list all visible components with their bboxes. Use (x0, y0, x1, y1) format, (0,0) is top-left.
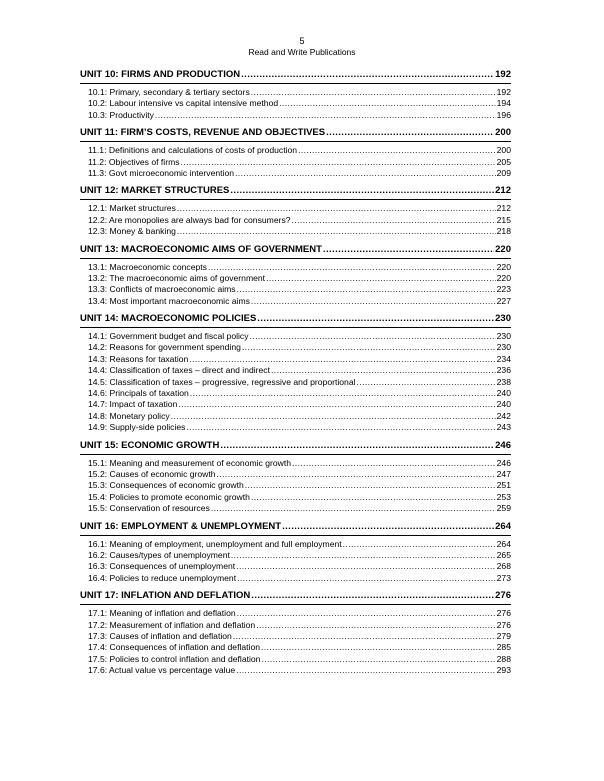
dot-leader (231, 550, 496, 561)
table-of-contents (80, 66, 511, 679)
toc-entry[interactable] (80, 620, 511, 631)
dot-leader (357, 377, 496, 388)
unit-page-number: 220 (495, 243, 511, 255)
entry-title: 15.5: Conservation of resources (88, 503, 210, 514)
entry-page-number: 253 (496, 491, 511, 502)
entry-page-number: 205 (496, 156, 511, 167)
unit-page-number: 264 (495, 520, 511, 532)
entry-page-number: 220 (496, 261, 511, 272)
toc-entry[interactable] (80, 608, 511, 619)
entry-page-number: 194 (496, 98, 511, 109)
entry-title: 17.2: Measurement of inflation and deflation (88, 619, 256, 630)
toc-entry[interactable] (80, 573, 511, 584)
entry-title: 14.2: Reasons for government spending (88, 342, 241, 353)
toc-entry[interactable] (80, 654, 511, 665)
toc-entry[interactable] (80, 411, 511, 422)
entry-title: 14.3: Reasons for taxation (88, 353, 189, 364)
entry-title: 11.1: Definitions and calculations of costs of production (88, 145, 298, 156)
entry-page-number: 293 (496, 665, 511, 676)
unit-title: UNIT 17: INFLATION AND DEFLATION (80, 590, 251, 602)
unit-title: UNIT 13: MACROECONOMIC AIMS OF GOVERNMENT (80, 243, 322, 255)
unit-divider (80, 454, 511, 455)
toc-entry[interactable] (80, 665, 511, 676)
entry-title: 14.9: Supply-side policies (88, 422, 186, 433)
dot-leader (271, 365, 496, 376)
toc-entry[interactable] (80, 642, 511, 653)
entry-page-number: 218 (496, 226, 511, 237)
dot-leader (177, 226, 496, 237)
dot-leader (230, 182, 494, 199)
entry-title: 13.1: Macroeconomic concepts (88, 261, 207, 272)
unit-divider (80, 535, 511, 536)
unit-page-number: 246 (495, 439, 511, 451)
toc-entry[interactable] (80, 215, 511, 226)
dot-leader (251, 492, 496, 503)
toc-entry[interactable] (80, 377, 511, 388)
toc-entry[interactable] (80, 110, 511, 121)
entry-page-number: 279 (496, 630, 511, 641)
unit-divider (80, 83, 511, 84)
unit-divider (80, 141, 511, 142)
entry-page-number: 212 (496, 203, 511, 214)
entry-title: 14.7: Impact of taxation (88, 399, 178, 410)
entry-page-number: 240 (496, 388, 511, 399)
toc-unit-heading[interactable] (80, 124, 511, 141)
toc-entry[interactable] (80, 226, 511, 237)
unit-page-number: 192 (495, 69, 511, 80)
entry-title: 10.2: Labour intensive vs capital intensive method (88, 98, 279, 109)
entry-title: 12.3: Money & banking (88, 226, 176, 237)
toc-entry[interactable] (80, 273, 511, 284)
dot-leader (236, 665, 496, 676)
entry-page-number: 223 (496, 284, 511, 295)
entry-page-number: 285 (496, 642, 511, 653)
entry-page-number: 234 (496, 353, 511, 364)
toc-entry[interactable] (80, 262, 511, 273)
dot-leader (261, 642, 496, 653)
entry-page-number: 273 (496, 572, 511, 583)
dot-leader (251, 587, 494, 604)
dot-leader (186, 422, 495, 433)
dot-leader (177, 203, 496, 214)
unit-title: UNIT 10: FIRMS AND PRODUCTION (80, 69, 241, 80)
dot-leader (241, 66, 494, 83)
toc-entry[interactable] (80, 539, 511, 550)
toc-entry[interactable] (80, 157, 511, 168)
unit-title: UNIT 16: EMPLOYMENT & UNEMPLOYMENT (80, 520, 282, 532)
entry-page-number: 220 (496, 272, 511, 283)
toc-unit-heading[interactable] (80, 241, 511, 258)
unit-page-number: 230 (495, 313, 511, 325)
toc-entry[interactable] (80, 354, 511, 365)
dot-leader (220, 437, 494, 454)
toc-unit (80, 437, 511, 515)
entry-title: 15.1: Meaning and measurement of economic growth (88, 457, 292, 468)
toc-unit-heading[interactable] (80, 587, 511, 604)
toc-entry[interactable] (80, 145, 511, 156)
entry-title: 12.1: Market structures (88, 203, 176, 214)
dot-leader (208, 262, 496, 273)
unit-page-number: 276 (495, 590, 511, 602)
unit-divider (80, 327, 511, 328)
dot-leader (245, 480, 496, 491)
entry-title: 16.4: Policies to reduce unemployment (88, 572, 237, 583)
entry-page-number: 276 (496, 608, 511, 619)
entry-title: 17.6: Actual value vs percentage value (88, 665, 236, 676)
entry-title: 12.2: Are monopolies are always bad for consumers? (88, 214, 291, 225)
entry-title: 13.2: The macroeconomic aims of government (88, 272, 266, 283)
unit-title: UNIT 11: FIRM’S COSTS, REVENUE AND OBJECTIVES (80, 127, 326, 139)
toc-entry[interactable] (80, 480, 511, 491)
entry-page-number: 268 (496, 561, 511, 572)
toc-entry[interactable] (80, 469, 511, 480)
publisher-name: Read and Write Publications (248, 47, 356, 57)
dot-leader (217, 469, 496, 480)
entry-page-number: 192 (496, 87, 511, 97)
entry-page-number: 259 (496, 503, 511, 514)
dot-leader (279, 98, 496, 109)
dot-leader (251, 296, 496, 307)
entry-title: 13.4: Most important macroeconomic aims (88, 295, 250, 306)
toc-entry[interactable] (80, 503, 511, 514)
dot-leader (242, 342, 496, 353)
entry-title: 16.2: Causes/types of unemployment (88, 549, 230, 560)
entry-page-number: 243 (496, 422, 511, 433)
dot-leader (292, 458, 496, 469)
toc-entry[interactable] (80, 458, 511, 469)
unit-title: UNIT 15: ECONOMIC GROWTH (80, 439, 220, 451)
entry-page-number: 247 (496, 468, 511, 479)
unit-title: UNIT 14: MACROECONOMIC POLICIES (80, 313, 257, 325)
unit-divider (80, 199, 511, 200)
page-number: 5 (299, 36, 305, 46)
entry-title: 14.6: Principals of taxation (88, 388, 189, 399)
entry-title: 15.3: Consequences of economic growth (88, 480, 244, 491)
dot-leader (211, 503, 496, 514)
toc-unit-heading[interactable] (80, 66, 511, 83)
entry-page-number: 242 (496, 410, 511, 421)
entry-page-number: 227 (496, 295, 511, 306)
unit-title: UNIT 12: MARKET STRUCTURES (80, 185, 230, 197)
dot-leader (233, 631, 496, 642)
dot-leader (237, 608, 496, 619)
toc-unit (80, 66, 511, 121)
toc-entry[interactable] (80, 87, 511, 98)
toc-unit-heading[interactable] (80, 182, 511, 199)
toc-entry[interactable] (80, 342, 511, 353)
entry-page-number: 288 (496, 653, 511, 664)
toc-unit (80, 518, 511, 585)
dot-leader (266, 273, 496, 284)
toc-entry[interactable] (80, 561, 511, 572)
entry-page-number: 209 (496, 167, 511, 178)
unit-divider (80, 258, 511, 259)
entry-title: 15.2: Causes of economic growth (88, 468, 216, 479)
entry-title: 16.1: Meaning of employment, unemployment and full employment (88, 538, 342, 549)
entry-page-number: 230 (496, 331, 511, 342)
entry-title: 10.3: Productivity (88, 109, 154, 120)
dot-leader (292, 215, 496, 226)
entry-title: 13.3: Conflicts of macroeconomic aims (88, 284, 236, 295)
entry-page-number: 276 (496, 619, 511, 630)
toc-entry[interactable] (80, 284, 511, 295)
dot-leader (257, 310, 494, 327)
dot-leader (326, 124, 494, 141)
toc-entry[interactable] (80, 365, 511, 376)
toc-unit (80, 182, 511, 237)
dot-leader (155, 110, 496, 121)
entry-title: 17.5: Policies to control inflation and deflation (88, 653, 261, 664)
toc-entry[interactable] (80, 98, 511, 109)
entry-title: 11.2: Objectives of firms (88, 156, 180, 167)
entry-title: 10.1: Primary, secondary & tertiary sectors (88, 87, 250, 97)
entry-page-number: 265 (496, 549, 511, 560)
unit-page-number: 212 (495, 185, 511, 197)
dot-leader (189, 354, 495, 365)
entry-title: 14.1: Government budget and fiscal policy (88, 331, 249, 342)
toc-entry[interactable] (80, 631, 511, 642)
entry-page-number: 251 (496, 480, 511, 491)
dot-leader (178, 399, 495, 410)
entry-page-number: 200 (496, 145, 511, 156)
dot-leader (251, 87, 496, 98)
toc-entry[interactable] (80, 168, 511, 179)
dot-leader (236, 561, 496, 572)
toc-unit-heading[interactable] (80, 518, 511, 535)
dot-leader (237, 573, 496, 584)
entry-page-number: 196 (496, 109, 511, 120)
entry-page-number: 264 (496, 538, 511, 549)
entry-title: 14.4: Classification of taxes – direct and indirect (88, 365, 270, 376)
toc-unit-heading[interactable] (80, 437, 511, 454)
dot-leader (171, 411, 496, 422)
entry-page-number: 240 (496, 399, 511, 410)
entry-page-number: 230 (496, 342, 511, 353)
dot-leader (237, 284, 496, 295)
dot-leader (298, 145, 496, 156)
entry-page-number: 215 (496, 214, 511, 225)
unit-divider (80, 604, 511, 605)
dot-leader (256, 620, 495, 631)
entry-page-number: 246 (496, 457, 511, 468)
toc-unit (80, 241, 511, 308)
dot-leader (343, 539, 496, 550)
toc-entry[interactable] (80, 203, 511, 214)
unit-page-number: 200 (495, 127, 511, 139)
toc-entry[interactable] (80, 331, 511, 342)
toc-unit-heading[interactable] (80, 310, 511, 327)
dot-leader (282, 518, 494, 535)
entry-title: 17.4: Consequences of inflation and deflation (88, 642, 261, 653)
dot-leader (181, 157, 496, 168)
entry-title: 11.3: Govt microeconomic intervention (88, 167, 235, 178)
entry-title: 17.3: Causes of inflation and deflation (88, 630, 232, 641)
dot-leader (250, 331, 496, 342)
dot-leader (261, 654, 495, 665)
toc-entry[interactable] (80, 296, 511, 307)
toc-entry[interactable] (80, 388, 511, 399)
entry-title: 15.4: Policies to promote economic growth (88, 491, 250, 502)
entry-page-number: 238 (496, 376, 511, 387)
entry-page-number: 236 (496, 365, 511, 376)
toc-entry[interactable] (80, 492, 511, 503)
dot-leader (235, 168, 496, 179)
toc-unit (80, 587, 511, 676)
dot-leader (190, 388, 496, 399)
entry-title: 16.3: Consequences of unemployment (88, 561, 236, 572)
entry-title: 14.5: Classification of taxes – progressive, regressive and proportional (88, 376, 356, 387)
toc-unit (80, 124, 511, 179)
toc-entry[interactable] (80, 399, 511, 410)
entry-title: 17.1: Meaning of inflation and deflation (88, 608, 236, 619)
toc-entry[interactable] (80, 550, 511, 561)
dot-leader (323, 241, 494, 258)
entry-title: 14.8: Monetary policy (88, 410, 170, 421)
toc-entry[interactable] (80, 422, 511, 433)
toc-unit (80, 310, 511, 434)
